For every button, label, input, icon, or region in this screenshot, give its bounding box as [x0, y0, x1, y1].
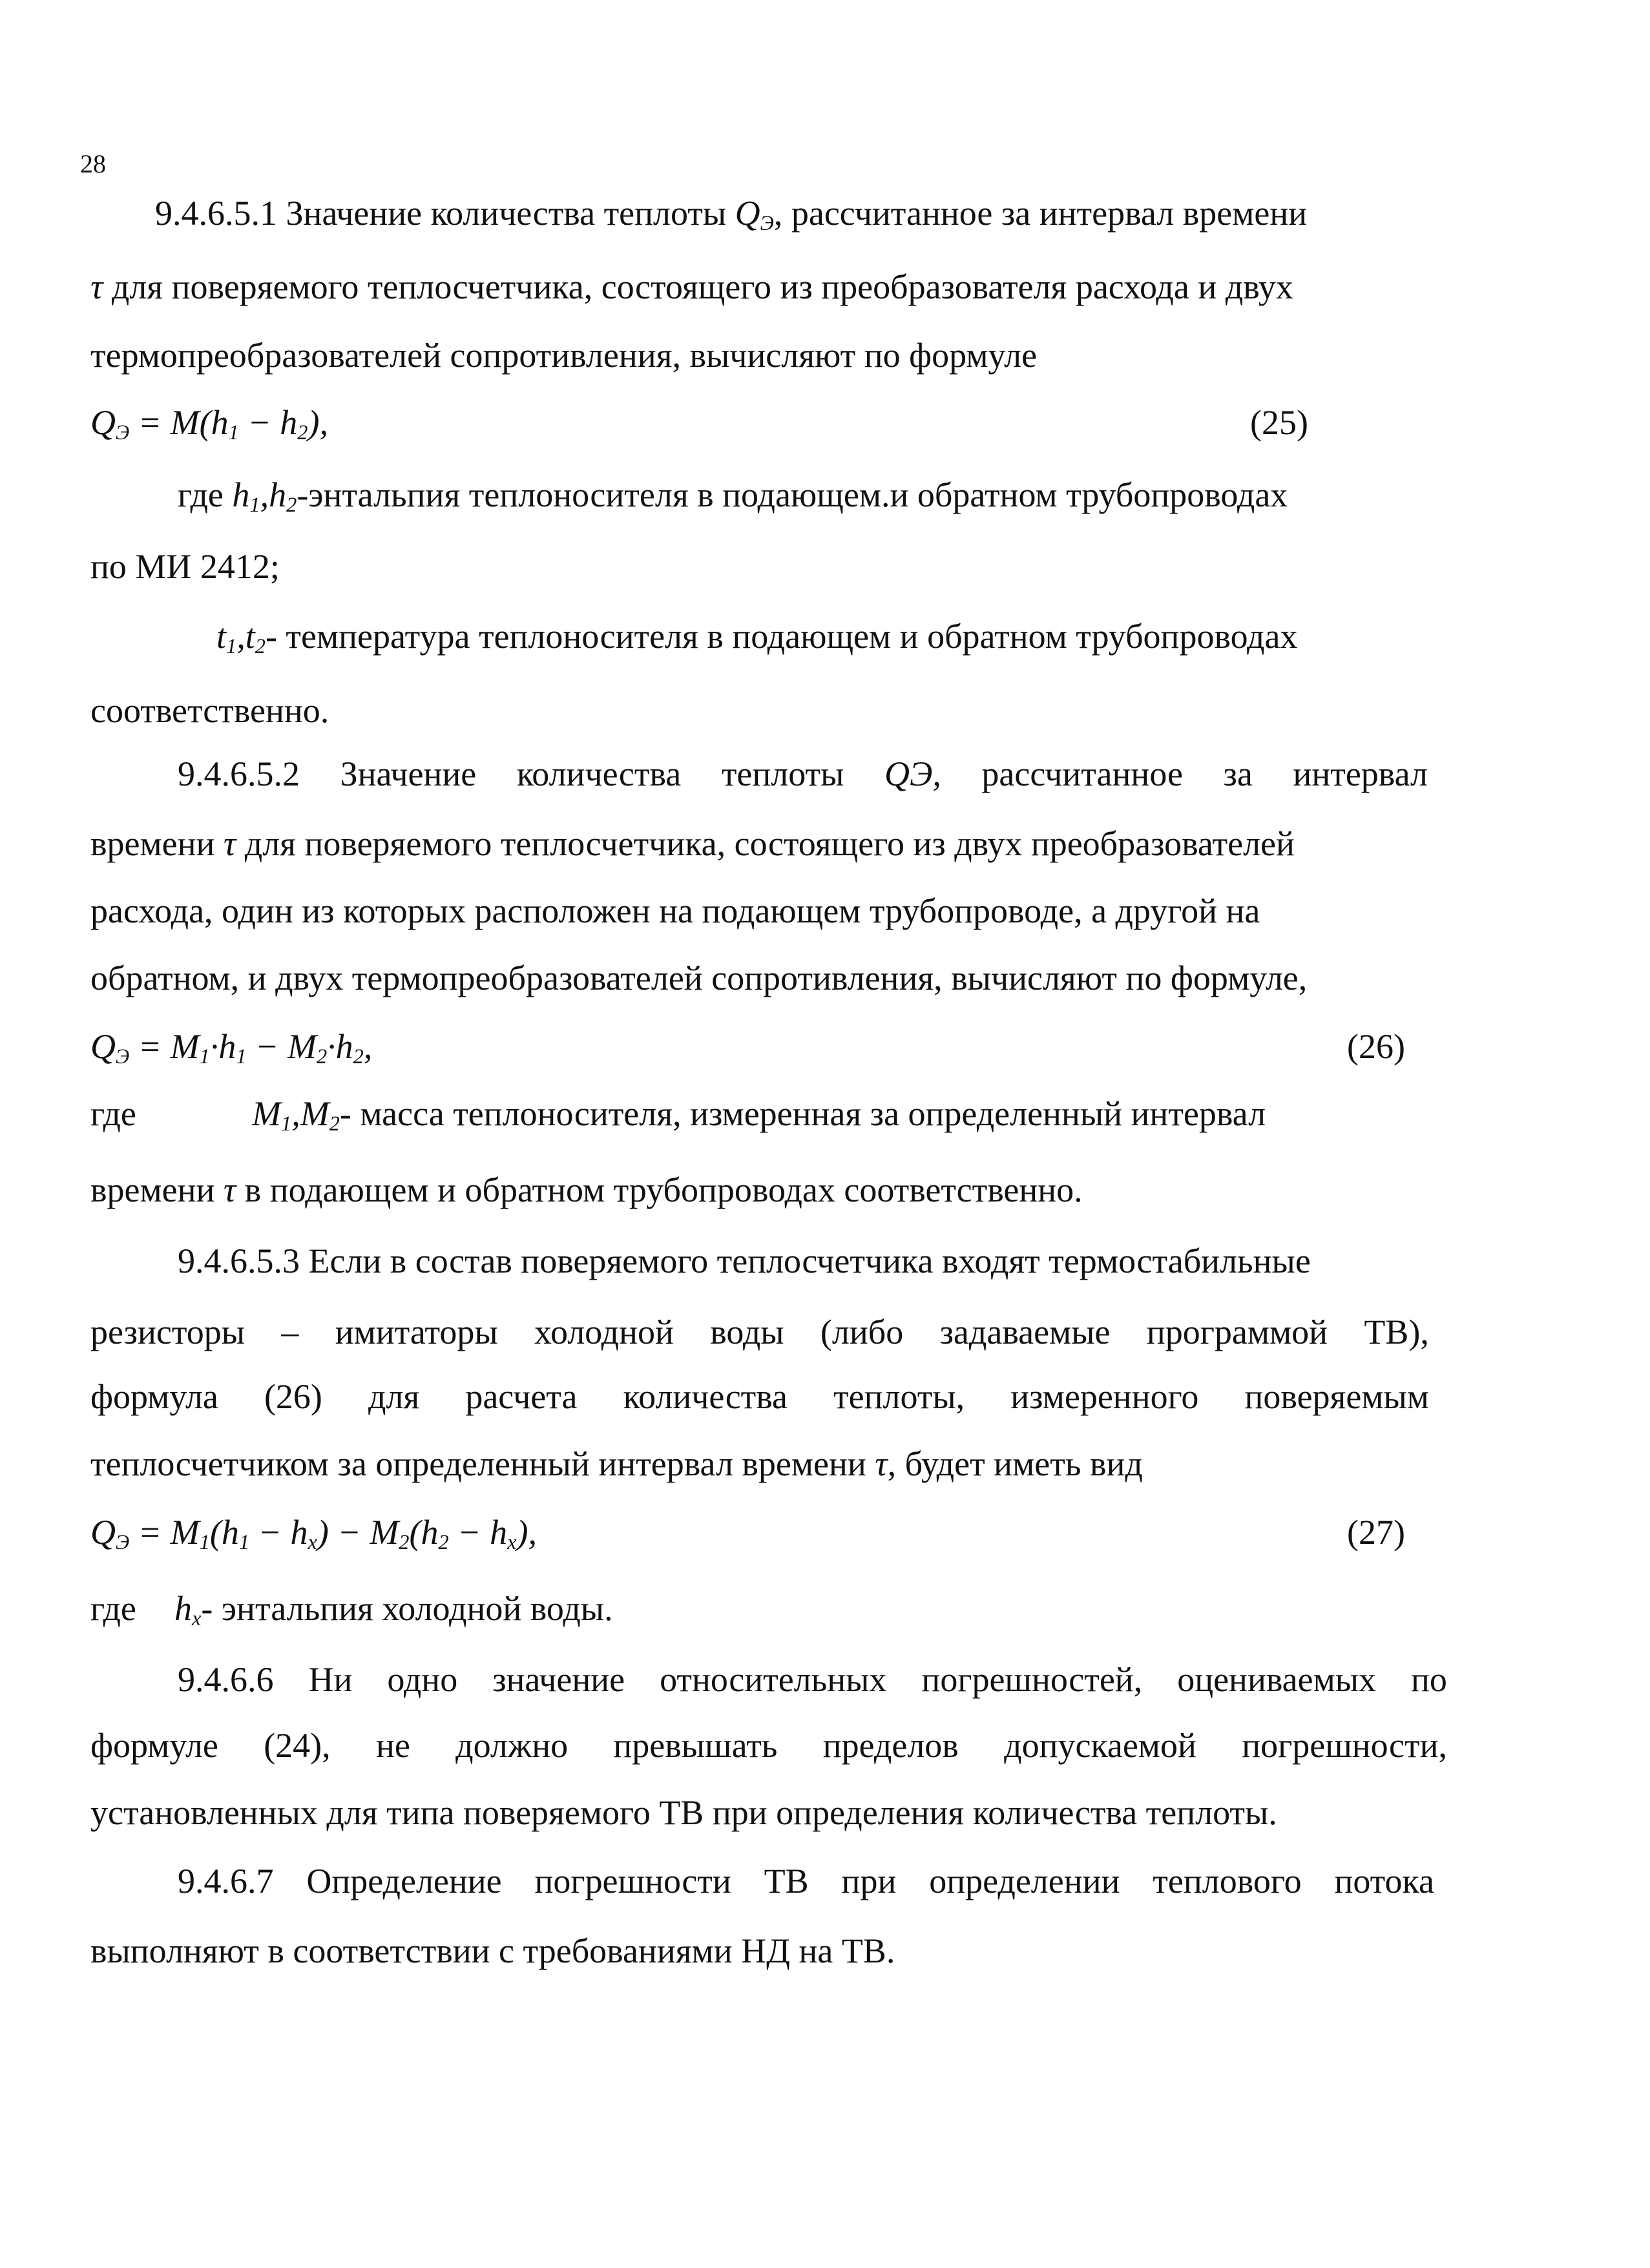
symbol-tau-4: τ [875, 1444, 888, 1483]
symbol-q-e-2: QЭ, [884, 754, 941, 793]
equation-25: $Q_Э = M(h_1 - h_2)$, [90, 403, 328, 445]
p4-line-1: 9.4.6.6 Ни одно значение относительных погрешностей, оцениваемых по [178, 1660, 1447, 1699]
symbol-tau-3: τ [223, 1170, 236, 1209]
p1-line-2-text: для поверяемого теплосчетчика, состоящего из преобразователя расхода и двух [111, 267, 1293, 306]
where-hx-line: $h_x-$ энтальпия холодной воды. [174, 1589, 613, 1631]
p1-line-2 [90, 266, 1293, 308]
p1-line-3: термопреобразователей сопротивления, вычисляют по формуле [90, 336, 1038, 375]
var-m1-m2: $M_1,M_2$ [252, 1094, 340, 1136]
p4-line-2: формуле (24), не должно превышать пределов допускаемой погрешности, [90, 1726, 1447, 1765]
p4-line-3: установленных для типа поверяемого ТВ при определения количества теплоты. [90, 1793, 1277, 1832]
equation-25-number: (25) [1250, 403, 1308, 442]
where-hx-label: где [90, 1589, 136, 1628]
p2-line-3: расхода, один из которых расположен на подающем трубопроводе, а другой на [90, 891, 1260, 930]
where-label: где [178, 475, 224, 514]
symbol-tau-2: τ [223, 824, 236, 863]
equation-27: $Q_Э = M_1(h_1 - h_x) - M_2(h_2 - h_x)$, [90, 1513, 537, 1555]
p3-line-4: теплосчетчиком за определенный интервал времени τ, будет иметь вид [90, 1444, 1143, 1483]
where-m-cont: времени τ в подающем и обратном трубопроводах соответственно. [90, 1170, 1083, 1209]
p3-line-3: формула (26) для расчета количества теплоты, измеренного поверяемым [90, 1377, 1429, 1416]
where-h-text: -энтальпия теплоносителя в подающем.и обратном трубопроводах [297, 475, 1288, 514]
equation-26-number: (26) [1347, 1027, 1405, 1066]
where-h-cont: по МИ 2412; [90, 547, 280, 586]
p1-line-1 [155, 192, 1307, 234]
p5-line-1: 9.4.6.7 Определение погрешности ТВ при определении теплового потока [178, 1862, 1434, 1900]
p2-line-2: времени τ для поверяемого теплосчетчика, состоящего из двух преобразователей [90, 824, 1295, 863]
p2-line-1: 9.4.6.5.2 Значение количества теплоты QЭ, рассчитанное за интервал [178, 753, 1428, 795]
p1-text-end: , рассчитанное за интервал времени [773, 194, 1308, 233]
where-t-cont: соответственно. [90, 691, 329, 730]
page-number: 28 [80, 149, 106, 178]
p3-line-2: резисторы – имитаторы холодной воды (либо задаваемые программой ТВ), [90, 1313, 1429, 1351]
where-t-line [216, 616, 1297, 658]
p2-line-4: обратном, и двух термопреобразователей сопротивления, вычисляют по формуле, [90, 959, 1308, 997]
equation-26: $Q_Э = M_1\cdot h_1 - M_2\cdot h_2$, [90, 1027, 373, 1069]
equation-27-number: (27) [1347, 1513, 1405, 1552]
symbol-tau: τ [90, 267, 103, 306]
var-t1-t2: $t_1,t_2$ [216, 617, 266, 659]
where-t-text: - температура теплоносителя в подающем и обратном трубопроводах [265, 617, 1298, 656]
var-h1-h2: $h_1,h_2$ [232, 475, 297, 517]
p5-line-2: выполняют в соответствии с требованиями НД на ТВ. [90, 1931, 895, 1970]
where-m-label: где [90, 1094, 136, 1133]
p3-line-1: 9.4.6.5.3 Если в состав поверяемого теплосчетчика входят термостабильные [178, 1242, 1311, 1280]
p1-text-start: 9.4.6.5.1 Значение количества теплоты [155, 194, 727, 233]
var-hx: $h_x$ [174, 1589, 202, 1631]
where-m-line: $M_1,M_2-$ масса теплоносителя, измеренная за определенный интервал [252, 1094, 1266, 1136]
symbol-q-e: $Q_Э$ [735, 194, 774, 236]
where-h-line [178, 474, 1288, 516]
